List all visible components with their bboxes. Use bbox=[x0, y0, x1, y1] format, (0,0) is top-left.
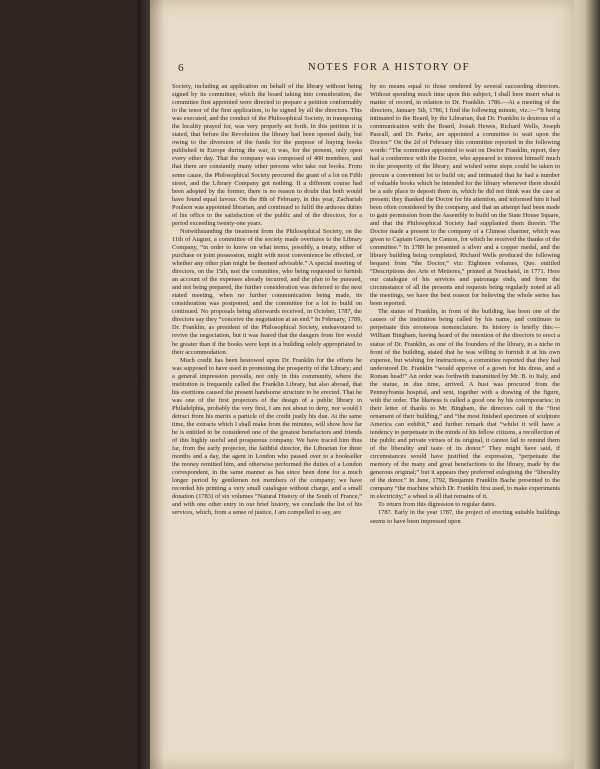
page-number: 6 bbox=[178, 62, 185, 74]
paragraph: by no means equal to those rendered by several succeeding directors. Without spending much time upon this subject, I shall here insert what is matter of record, in relation to Dr. Franklin. 1786.—At a meeting of the directors, January 5th, 1786, I find the following minute, viz.:—“It being intimated to the Board, by the Librarian, that Dr. Franklin is desirous of a communication with the Board, Josiah Hewes, Richard Wells, Joseph Pascall, and Dr. Parke, are appointed a committee to wait upon the Doctor.” On the 2d of February this committee reported in the following words: “The committee appointed to wait on Doctor Franklin, report, they had a conference with the Doctor, who appeared to interest himself much in the prosperity of the library, and wished some steps could be taken to procure a convenient lot to build on; and intimated that he had a number of valuable books which he intended for the library whenever there should be a safe place to deposit them in, which he did not think was the case at present; they thanked the Doctor for his attention, and informed him it had been often considered by the company, and that an attempt had been made to gain permission from the Assembly to build on the State House Square, and that the Philosophical Society had supplanted them therein. The Doctor made a present to the company of a Chinese charmer, which was given to Captain Green, in Canton, for which he received the thanks of the committee.” In 1789 he presented a silver and a copper medal, and the library building being completed, Richard Wells produced the following bequest from “the Doctor,” viz: Eighteen volumes, Quo. entitled “Descriptions des Arts et Metieres,” printed at Neuchatel, in 1771. Here our catalogue of his services and patronage ends, and from the circumstance of all the presents and requests being regularly noted at all the meetings, we have the best reason for believing the whole series has been reported. bbox=[370, 83, 560, 308]
paragraph: 1787. Early in the year 1787, the project of erecting suitable buildings seems to have been impressed upon bbox=[370, 509, 560, 525]
paragraph: To return from this digression to regular dates. bbox=[378, 501, 496, 509]
right-column bbox=[370, 83, 560, 526]
page-header bbox=[178, 62, 558, 76]
running-head: NOTES FOR A HISTORY OF bbox=[308, 62, 470, 73]
page-edge bbox=[574, 0, 600, 769]
gutter-shadow bbox=[150, 0, 164, 769]
paragraph: The statue of Franklin, in front of the building, has been one of the causes of the institution being called by his name, and continues to perpetuate this erroneous nomenclature. Its history is briefly this:—William Bingham, having heard of the intention of the directors to erect a statue of Dr. Franklin, as one of the founders of the library, in a niche in front of the building, stated that he was willing to furnish it at his own expense, but wishing for instructions, a committee reported that they had understood Dr. Franklin “would approve of a gown for his dress, and a Roman head!” An order was forthwith transmitted by Mr. B. to Italy, and the statue, in due time, arrived. A bust was procured from the Pennsylvania hospital, and sent, together with a drawing of the figure, with the order. The likeness is called a good one by his cotemporaries; in their letter of thanks to Mr. Bingham, the directors call it the “first ornament of their building,” and “the most finished specimen of sculpture America can exhibit,” and further remark that “whilst it will have a tendency to perpetuate in the minds of his fellow citizens, a recollection of the public and private virtues of its original, it cannot fail to remind them of the liberality and taste of its donor.” They might have said, if circumstances would have justified the expression, “perpetuate the memory of the many and great benefactions to the library, made by the generous original;” but it appears they preferred eulogising the “liberality of the donor.” In June, 1792, Benjamin Franklin Bache presented to the company “the machine which Dr. Franklin first used, to make experiments in electricity;” a wheel is all that remains of it. bbox=[370, 308, 560, 501]
paragraph: Notwithstanding the treatment from the Philosophical Society, on the 11th of August, a committee of the society made overtures to the Library Company, “in order to know on what terms, possibly, a treaty, either of purchase or joint possession, might with most convenience be effected, or whether any other plan might be deemed advisable.” A special meeting of directors, on the 15th, met the committee, who being requested to furnish an account of the expenses already incurred, and the plan to be pursued, and not being prepared, the further consideration was deferred to the next stated meeting, when no further communication being made, its consideration was postponed, and the committee for a lot to build on continued. No proposals being afterwards received, in October, 1787, the directors say they “conceive the negotiation at an end.” In February, 1789, Dr. Franklin, as president of the Philosophical Society, endeavoured to revive the negociation, but it was feared that the dangers from fire would be greater than if the books were kept in a building solely appropriated to their accommodation. bbox=[172, 227, 362, 356]
book-page bbox=[150, 0, 574, 769]
paragraph: Society, including an application on behalf of the library without being signed by its committee, which the board taking into consideration, the committee first appointed were directed to prepare a petition conformably to the tenor of the first application, to be signed by all the directors. This was executed, and the conduct of the Philosophical Society, in transposing the locality prayed for, was very properly set forth. In this petition it is stated, that before the Revolution the library had been opened daily, but owing to the diversion of the funds for the purpose of buying books published in Europe during the war, it was, for the present, only open every other day. That the company was composed of 400 members, and that there are constantly many other persons who take out books. From some cause, the Philosophical Society procured the grant of a lot on Fifth street, and the Library Company got nothing. If a different course had been adopted by the former, there is no reason to doubt that both would have found equal favour. On the 8th of February, in this year, Zachariah Poulson was appointed librarian, and continued to fulfil the arduous duties of his office to the satisfaction of the public and of the directors, for a period exceeding twenty-one years. bbox=[172, 83, 362, 227]
left-column bbox=[172, 83, 362, 518]
paragraph: Much credit has been bestowed upon Dr. Franklin for the efforts he was supposed to have used in promoting the prosperity of the Library; and a general impression prevails, not only in this community, where the institution is frequently called the Franklin Library, but also abroad, that his exertions caused the present handsome structure to be erected. That he was one of the first projectors of the design of a public library in Philadelphia, probably the very first, I am not about to deny, nor would I detract from his merits a particle of the credit justly his due. At the same time, the extracts which I shall make from the minutes, will show how far he is entitled to be considered one of the greatest benefactors and friends of this highly useful and prosperous company. We have traced him thus far, from the early projector, the faithful director, the Librarian for three months and a day, the agent in London who passed over to a bookseller the money remitted him, and otherwise performed the duties of a London correspondent, in the same manner as has since been done for a much longer period by gentlemen not members of the company; we have recorded his printing a very small catalogue without charge, and a small donation (1783) of six volumes “Natural History of the South of France,” and with one other entry in our brief history, we conclude the list of his services, which, from a sense of justice, I am compelled to say, are bbox=[172, 356, 362, 517]
